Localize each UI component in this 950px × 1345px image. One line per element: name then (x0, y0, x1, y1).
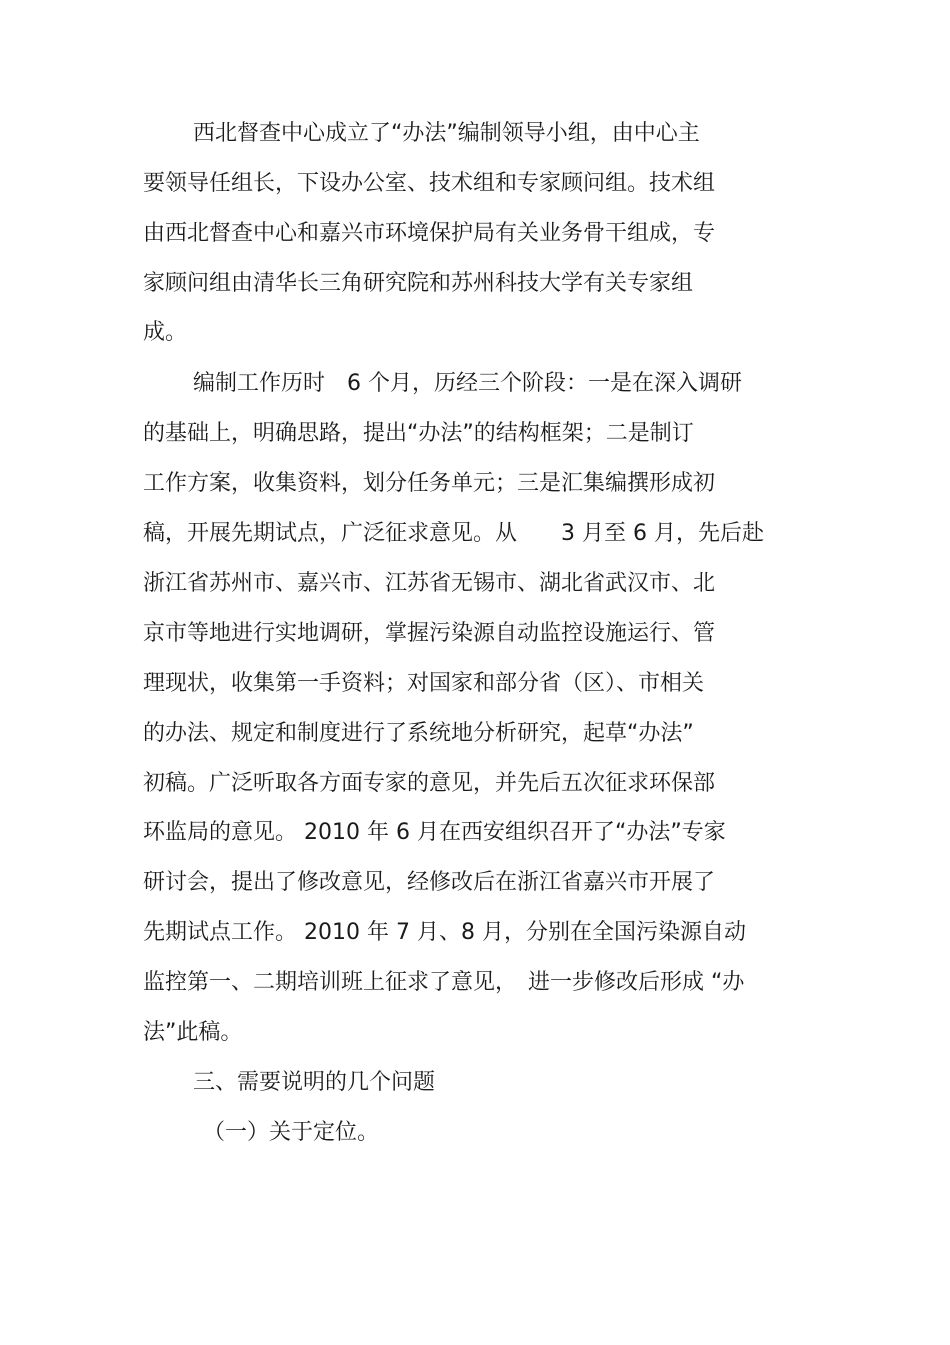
paragraph-2-line-12: 先期试点工作。 2010 年 7 月、8 月，分别在全国污染源自动 (143, 920, 746, 945)
paragraph-1-line-4: 家顾问组由清华长三角研究院和苏州科技大学有关专家组 (143, 271, 694, 296)
paragraph-2-line-1: 编制工作历时 6 个月，历经三个阶段：一是在深入调研 (193, 371, 742, 396)
paragraph-2-line-4: 稿，开展先期试点，广泛征求意见。从 3 月至 6 月，先后赴 (143, 521, 764, 546)
paragraph-2-line-7: 理现状，收集第一手资料；对国家和部分省（区）、市相关 (143, 671, 705, 696)
paragraph-2-line-5: 浙江省苏州市、嘉兴市、江苏省无锡市、湖北省武汉市、北 (143, 571, 716, 596)
paragraph-2-line-8: 的办法、规定和制度进行了系统地分析研究，起草“办法” (143, 721, 694, 746)
paragraph-2-line-6: 京市等地进行实地调研，掌握污染源自动监控设施运行、管 (143, 621, 716, 646)
paragraph-1-line-5: 成。 (143, 320, 188, 345)
paragraph-2-line-9: 初稿。广泛听取各方面专家的意见，并先后五次征求环保部 (143, 771, 716, 796)
section-heading: 三、需要说明的几个问题 (193, 1070, 436, 1095)
paragraph-1-line-2: 要领导任组长，下设办公室、技术组和专家顾问组。技术组 (143, 171, 716, 196)
paragraph-2-line-13: 监控第一、二期培训班上征求了意见， 进一步修改后形成 “办 (143, 970, 745, 995)
subsection-heading: （一）关于定位。 (203, 1120, 380, 1145)
paragraph-1-line-3: 由西北督查中心和嘉兴市环境保护局有关业务骨干组成，专 (143, 221, 716, 246)
paragraph-2-line-2: 的基础上，明确思路，提出“办法”的结构框架；二是制订 (143, 421, 694, 446)
paragraph-2-line-11: 研讨会，提出了修改意见，经修改后在浙江省嘉兴市开展了 (143, 870, 716, 895)
paragraph-1-line-1: 西北督查中心成立了“办法”编制领导小组，由中心主 (193, 121, 700, 146)
paragraph-2-line-3: 工作方案，收集资料，划分任务单元；三是汇集编撰形成初 (143, 471, 716, 496)
paragraph-2-line-10: 环监局的意见。 2010 年 6 月在西安组织召开了“办法”专家 (143, 820, 726, 845)
paragraph-2-line-14: 法”此稿。 (143, 1020, 243, 1045)
